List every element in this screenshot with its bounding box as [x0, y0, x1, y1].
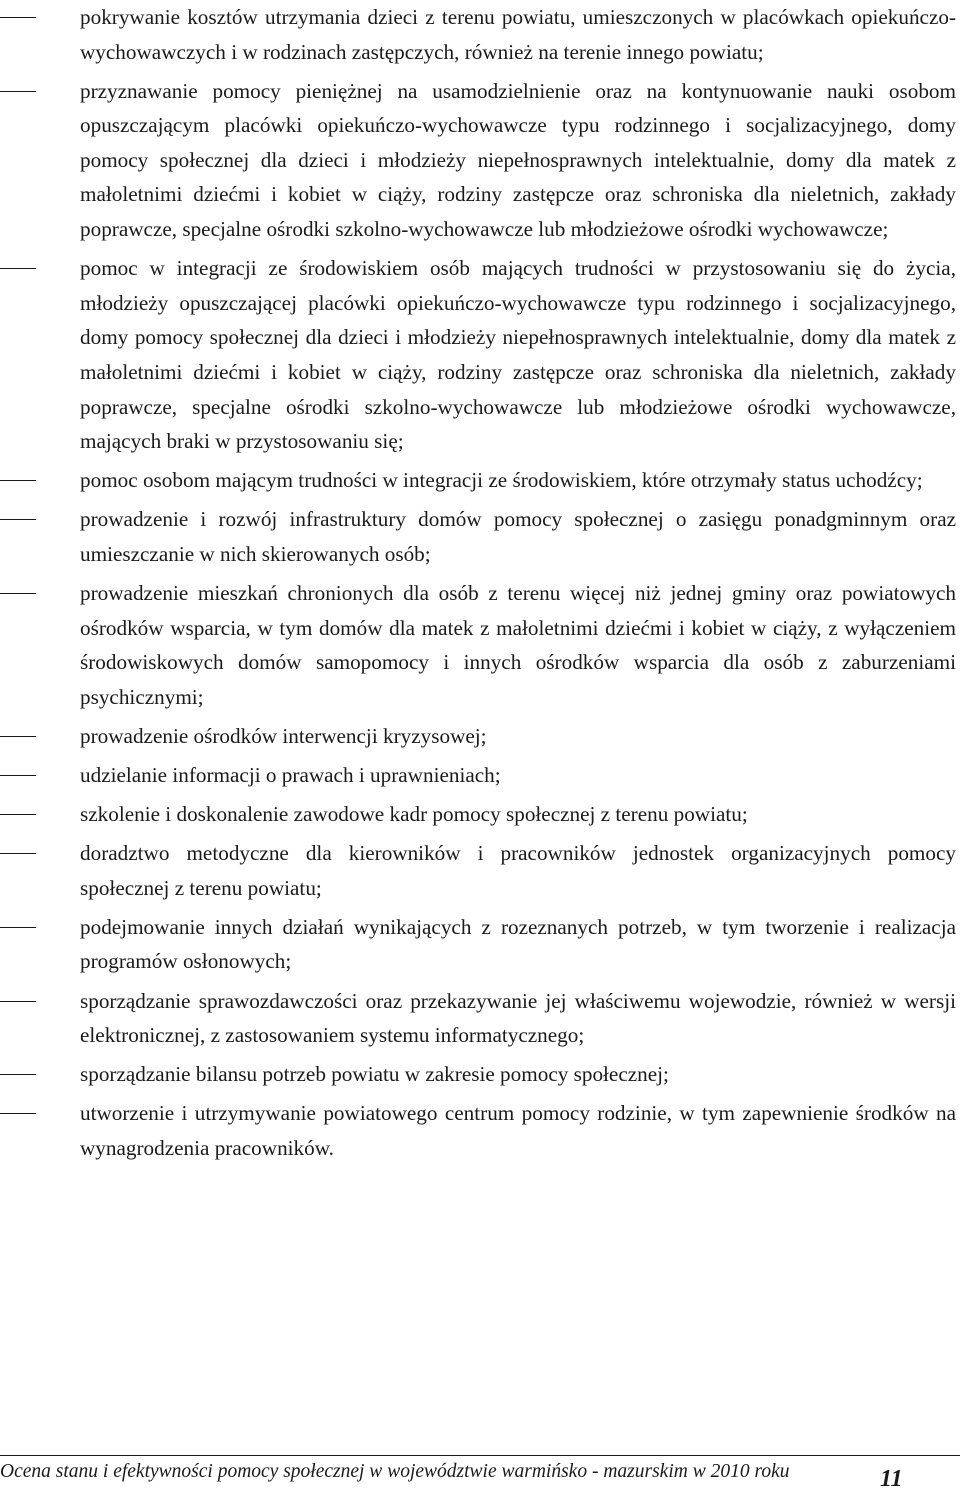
dash-bullet — [0, 593, 36, 594]
list-item-text: przyznawanie pomocy pieniężnej na usamodzielnienie oraz na kontynuowanie nauki osobom opuszczającym placówki opiekuńczo-wychowawcze typu rodzinnego i socjalizacyjnego, domy pomocy społecznej dla dzieci i młodzieży niepełnosprawnych intelektualnie, domy dla matek z małoletnimi dziećmi i kobiet w ciąży, rodziny zastępcze oraz schroniska dla nieletnich, zakłady poprawcze, specjalne ośrodki szkolno-wychowawcze lub młodzieżowe ośrodki wychowawcze; — [80, 78, 956, 242]
list-item — [0, 719, 960, 754]
list-item — [0, 758, 960, 793]
dash-bullet — [0, 853, 36, 854]
list-item-text: udzielanie informacji o prawach i uprawnieniach; — [80, 762, 501, 787]
list-item-text: prowadzenie ośrodków interwencji kryzysowej; — [80, 723, 487, 748]
list-item — [0, 984, 960, 1053]
footer-text: Ocena stanu i efektywności pomocy społecznej w województwie warmińsko - mazurskim w 2010 roku — [0, 1461, 790, 1482]
dash-bullet — [0, 480, 36, 481]
list-item — [0, 910, 960, 979]
dash-bullet — [0, 17, 36, 18]
list-item — [0, 251, 960, 459]
dash-bullet — [0, 814, 36, 815]
dash-bullet — [0, 1113, 36, 1114]
list-item — [0, 0, 960, 69]
list-item — [0, 836, 960, 905]
dash-bullet — [0, 1001, 36, 1002]
list-item-text: pokrywanie kosztów utrzymania dzieci z terenu powiatu, umieszczonych w placówkach opiekuńczo-wychowawczych i w rodzinach zastępczych, również na terenie innego powiatu; — [80, 5, 956, 64]
list-item — [0, 1057, 960, 1092]
list-item-text: pomoc osobom mającym trudności w integracji ze środowiskiem, które otrzymały status uchodźcy; — [80, 468, 923, 493]
list-item — [0, 502, 960, 571]
dash-bullet — [0, 519, 36, 520]
list-item-text: szkolenie i doskonalenie zawodowe kadr pomocy społecznej z terenu powiatu; — [80, 802, 748, 827]
dash-bullet — [0, 91, 36, 92]
list-item-text: doradztwo metodyczne dla kierowników i pracowników jednostek organizacyjnych pomocy społecznej z terenu powiatu; — [80, 841, 956, 900]
list-item — [0, 74, 960, 247]
footer-divider — [0, 1455, 960, 1456]
dash-bullet — [0, 927, 36, 928]
dash-bullet — [0, 775, 36, 776]
dash-bullet — [0, 1074, 36, 1075]
list-item — [0, 576, 960, 714]
page-number: 11 — [880, 1466, 903, 1492]
dash-bullet — [0, 736, 36, 737]
list-item-text: utworzenie i utrzymywanie powiatowego centrum pomocy rodzinie, w tym zapewnienie środków na wynagrodzenia pracowników. — [80, 1101, 956, 1160]
list-item — [0, 1096, 960, 1165]
list-item — [0, 463, 960, 498]
list-item-text: prowadzenie i rozwój infrastruktury domów pomocy społecznej o zasięgu ponadgminnym oraz umieszczanie w nich skierowanych osób; — [80, 507, 956, 566]
list-item — [0, 797, 960, 832]
list-item-text: sporządzanie sprawozdawczości oraz przekazywanie jej właściwemu wojewodzie, również w wersji elektronicznej, z zastosowaniem systemu informatycznego; — [80, 988, 956, 1048]
list-item-text: prowadzenie mieszkań chronionych dla osób z terenu więcej niż jednej gminy oraz powiatowych ośrodków wsparcia, w tym domów dla matek z małoletnimi dziećmi i kobiet w ciąży, z wyłączeniem środowiskowych domów samopomocy i innych ośrodków wsparcia dla osób z zaburzeniami psychicznymi; — [80, 581, 956, 709]
list-item-text: sporządzanie bilansu potrzeb powiatu w zakresie pomocy społecznej; — [80, 1062, 669, 1087]
dash-bullet — [0, 268, 36, 269]
list-item-text: pomoc w integracji ze środowiskiem osób mających trudności w przystosowaniu się do życia, młodzieży opuszczającej placówki opiekuńczo-wychowawcze typu rodzinnego i socjalizacyjnego, domy pomocy społecznej dla dzieci i młodzieży niepełnosprawnych intelektualnie, domy dla matek z małoletnimi dziećmi i kobiet w ciąży, rodziny zastępcze oraz schroniska dla nieletnich, zakłady poprawcze, specjalne ośrodki szkolno-wychowawcze lub młodzieżowe ośrodki wychowawcze, mających braki w przystosowaniu się; — [80, 256, 956, 454]
list-item-text: podejmowanie innych działań wynikających z rozeznanych potrzeb, w tym tworzenie i realizacja programów osłonowych; — [80, 914, 956, 974]
